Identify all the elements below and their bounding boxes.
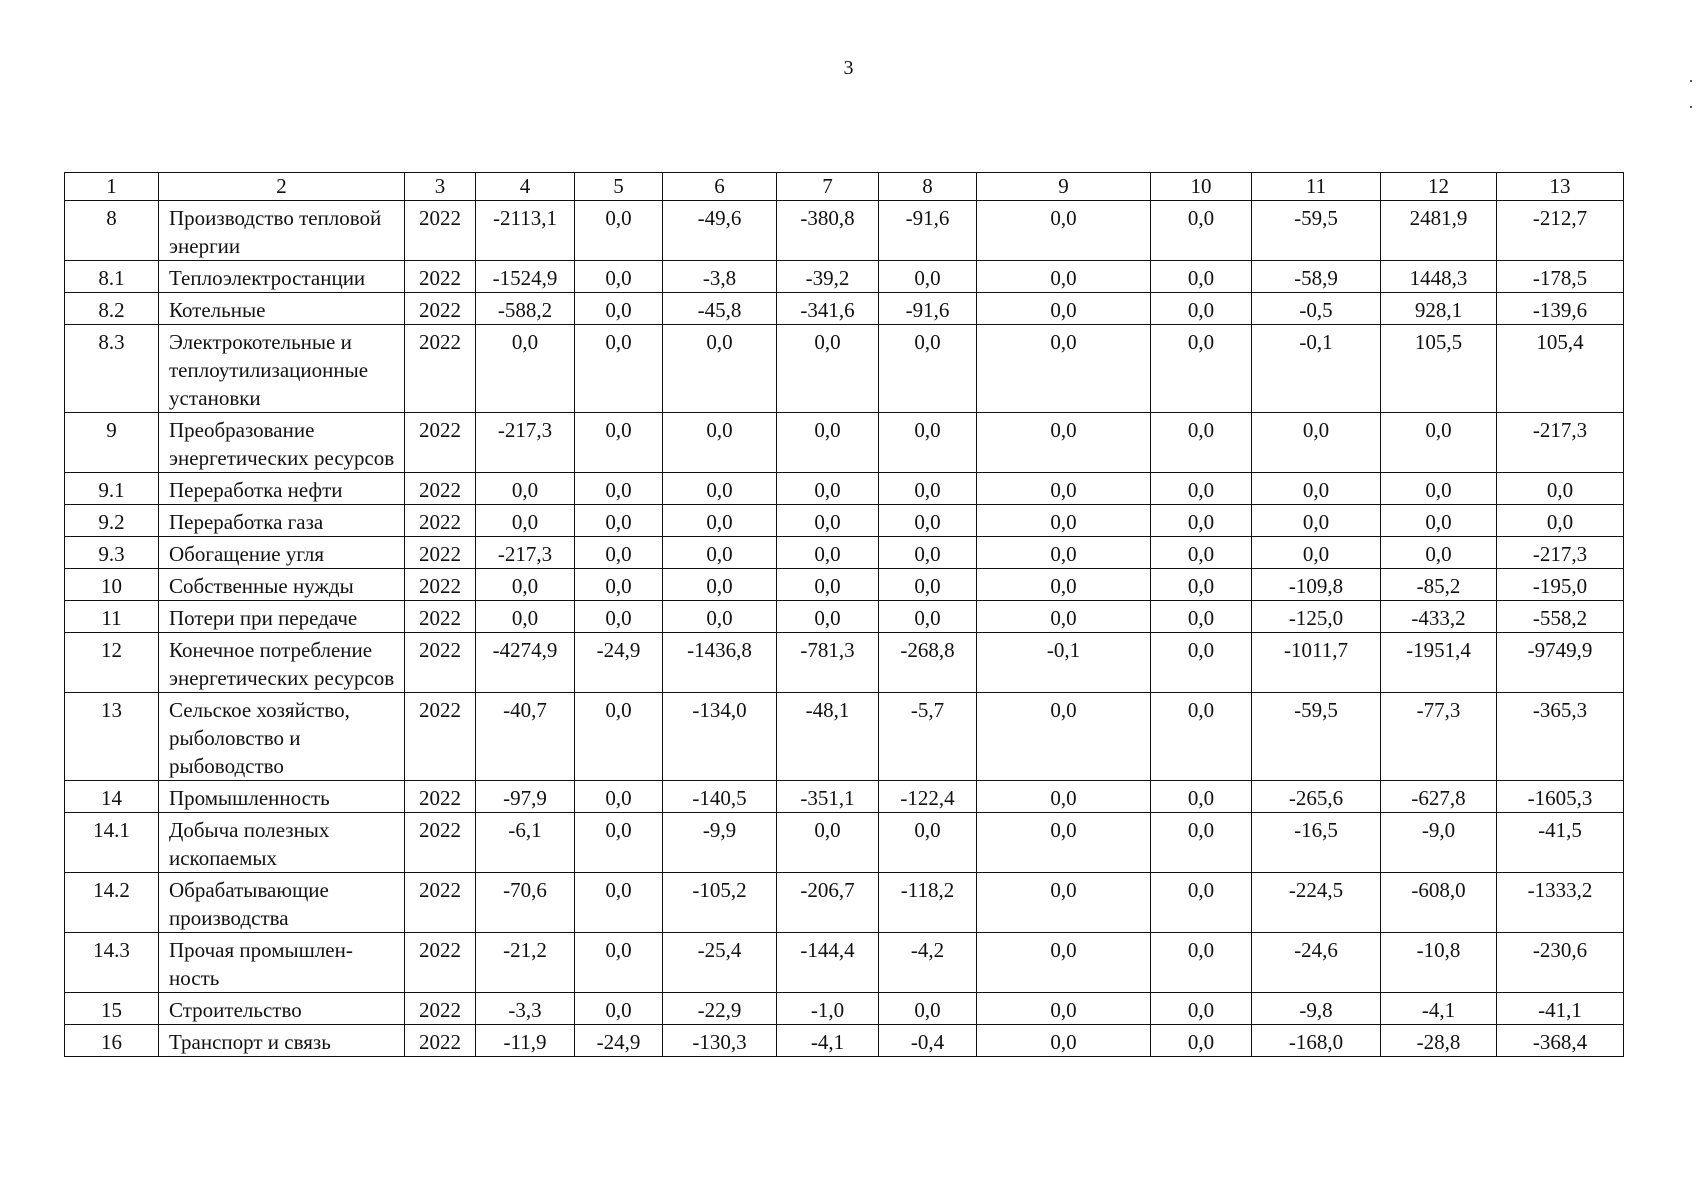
column-header: 4 xyxy=(476,173,575,201)
column-header: 13 xyxy=(1497,173,1624,201)
row-number-cell: 8.3 xyxy=(65,325,159,413)
value-cell: 0,0 xyxy=(977,201,1151,261)
year-cell: 2022 xyxy=(405,413,476,473)
value-cell: 0,0 xyxy=(977,781,1151,813)
row-number-cell: 8.1 xyxy=(65,261,159,293)
value-cell: 0,0 xyxy=(879,537,977,569)
value-cell: -25,4 xyxy=(663,933,777,993)
page-number: 3 xyxy=(843,57,854,79)
value-cell: -217,3 xyxy=(1497,537,1624,569)
value-cell: -0,5 xyxy=(1252,293,1381,325)
value-cell: 0,0 xyxy=(663,505,777,537)
value-cell: 0,0 xyxy=(663,537,777,569)
value-cell: -195,0 xyxy=(1497,569,1624,601)
column-header: 2 xyxy=(159,173,405,201)
table-row xyxy=(65,601,1624,633)
value-cell: -3,8 xyxy=(663,261,777,293)
value-cell: 0,0 xyxy=(663,569,777,601)
value-cell: -341,6 xyxy=(777,293,879,325)
value-cell: -5,7 xyxy=(879,693,977,781)
year-cell: 2022 xyxy=(405,693,476,781)
value-cell: -11,9 xyxy=(476,1025,575,1057)
value-cell: 0,0 xyxy=(1381,413,1497,473)
value-cell: -105,2 xyxy=(663,873,777,933)
value-cell: -4,2 xyxy=(879,933,977,993)
year-cell: 2022 xyxy=(405,473,476,505)
value-cell: -368,4 xyxy=(1497,1025,1624,1057)
table-row xyxy=(65,413,1624,473)
year-cell: 2022 xyxy=(405,569,476,601)
row-name-cell: Переработка газа xyxy=(159,505,405,537)
row-number-cell: 9.3 xyxy=(65,537,159,569)
year-cell: 2022 xyxy=(405,1025,476,1057)
value-cell: -3,3 xyxy=(476,993,575,1025)
value-cell: 928,1 xyxy=(1381,293,1497,325)
value-cell: 0,0 xyxy=(1151,505,1252,537)
row-name-cell: Теплоэлектростанции xyxy=(159,261,405,293)
value-cell: 0,0 xyxy=(777,813,879,873)
value-cell: 0,0 xyxy=(1151,693,1252,781)
value-cell: 0,0 xyxy=(1151,413,1252,473)
value-cell: 105,4 xyxy=(1497,325,1624,413)
value-cell: 0,0 xyxy=(879,261,977,293)
value-cell: -178,5 xyxy=(1497,261,1624,293)
column-header: 6 xyxy=(663,173,777,201)
value-cell: -97,9 xyxy=(476,781,575,813)
row-name-cell: Котельные xyxy=(159,293,405,325)
value-cell: 0,0 xyxy=(879,325,977,413)
column-header: 8 xyxy=(879,173,977,201)
row-number-cell: 14.2 xyxy=(65,873,159,933)
value-cell: -1011,7 xyxy=(1252,633,1381,693)
year-cell: 2022 xyxy=(405,261,476,293)
value-cell: 0,0 xyxy=(977,873,1151,933)
value-cell: 0,0 xyxy=(977,261,1151,293)
value-cell: -2113,1 xyxy=(476,201,575,261)
row-name-cell: Производство тепловой энергии xyxy=(159,201,405,261)
value-cell: -70,6 xyxy=(476,873,575,933)
value-cell: -6,1 xyxy=(476,813,575,873)
value-cell: 0,0 xyxy=(575,569,663,601)
value-cell: 0,0 xyxy=(575,993,663,1025)
row-name-cell: Конечное потребление энергетических ресурсов xyxy=(159,633,405,693)
year-cell: 2022 xyxy=(405,537,476,569)
table-row xyxy=(65,933,1624,993)
value-cell: -1951,4 xyxy=(1381,633,1497,693)
row-number-cell: 9 xyxy=(65,413,159,473)
value-cell: -45,8 xyxy=(663,293,777,325)
value-cell: 0,0 xyxy=(476,601,575,633)
value-cell: -4,1 xyxy=(777,1025,879,1057)
value-cell: 0,0 xyxy=(879,993,977,1025)
value-cell: 0,0 xyxy=(1151,873,1252,933)
year-cell: 2022 xyxy=(405,601,476,633)
value-cell: -144,4 xyxy=(777,933,879,993)
column-header: 10 xyxy=(1151,173,1252,201)
value-cell: 0,0 xyxy=(1151,601,1252,633)
value-cell: -28,8 xyxy=(1381,1025,1497,1057)
value-cell: 0,0 xyxy=(777,505,879,537)
value-cell: 0,0 xyxy=(575,933,663,993)
value-cell: -1605,3 xyxy=(1497,781,1624,813)
value-cell: -122,4 xyxy=(879,781,977,813)
value-cell: -217,3 xyxy=(1497,413,1624,473)
value-cell: -380,8 xyxy=(777,201,879,261)
value-cell: -4274,9 xyxy=(476,633,575,693)
year-cell: 2022 xyxy=(405,813,476,873)
value-cell: -48,1 xyxy=(777,693,879,781)
value-cell: 0,0 xyxy=(1151,813,1252,873)
value-cell: 0,0 xyxy=(1497,505,1624,537)
value-cell: 0,0 xyxy=(1151,633,1252,693)
value-cell: -41,1 xyxy=(1497,993,1624,1025)
value-cell: 0,0 xyxy=(879,569,977,601)
value-cell: -608,0 xyxy=(1381,873,1497,933)
column-header: 1 xyxy=(65,173,159,201)
table-row xyxy=(65,1025,1624,1057)
value-cell: 0,0 xyxy=(977,293,1151,325)
value-cell: 0,0 xyxy=(777,569,879,601)
value-cell: -10,8 xyxy=(1381,933,1497,993)
table-row xyxy=(65,873,1624,933)
table-row xyxy=(65,293,1624,325)
value-cell: -40,7 xyxy=(476,693,575,781)
row-number-cell: 14 xyxy=(65,781,159,813)
value-cell: 0,0 xyxy=(663,413,777,473)
value-cell: 0,0 xyxy=(575,413,663,473)
value-cell: 0,0 xyxy=(476,325,575,413)
value-cell: 2481,9 xyxy=(1381,201,1497,261)
value-cell: -9749,9 xyxy=(1497,633,1624,693)
value-cell: 0,0 xyxy=(977,537,1151,569)
value-cell: -39,2 xyxy=(777,261,879,293)
value-cell: 0,0 xyxy=(1151,473,1252,505)
row-name-cell: Прочая промышлен-ность xyxy=(159,933,405,993)
value-cell: 0,0 xyxy=(777,413,879,473)
value-cell: 0,0 xyxy=(575,537,663,569)
row-name-cell: Транспорт и связь xyxy=(159,1025,405,1057)
table-body xyxy=(65,201,1624,1057)
row-name-cell: Электрокотельные и теплоутилизационные установки xyxy=(159,325,405,413)
value-cell: -91,6 xyxy=(879,293,977,325)
row-name-cell: Обрабатывающие производства xyxy=(159,873,405,933)
value-cell: 0,0 xyxy=(977,505,1151,537)
row-number-cell: 14.3 xyxy=(65,933,159,993)
value-cell: 0,0 xyxy=(575,261,663,293)
row-name-cell: Строительство xyxy=(159,993,405,1025)
value-cell: 0,0 xyxy=(1151,537,1252,569)
value-cell: -16,5 xyxy=(1252,813,1381,873)
value-cell: -24,9 xyxy=(575,1025,663,1057)
row-number-cell: 9.2 xyxy=(65,505,159,537)
value-cell: 0,0 xyxy=(977,413,1151,473)
row-name-cell: Преобразование энергетических ресурсов xyxy=(159,413,405,473)
value-cell: -217,3 xyxy=(476,537,575,569)
row-name-cell: Сельское хозяйство, рыболовство и рыбоводство xyxy=(159,693,405,781)
row-number-cell: 8 xyxy=(65,201,159,261)
value-cell: -627,8 xyxy=(1381,781,1497,813)
value-cell: 0,0 xyxy=(476,569,575,601)
row-number-cell: 15 xyxy=(65,993,159,1025)
value-cell: -77,3 xyxy=(1381,693,1497,781)
row-number-cell: 13 xyxy=(65,693,159,781)
value-cell: -168,0 xyxy=(1252,1025,1381,1057)
table-row xyxy=(65,633,1624,693)
table-row xyxy=(65,473,1624,505)
value-cell: -41,5 xyxy=(1497,813,1624,873)
value-cell: 0,0 xyxy=(575,601,663,633)
value-cell: -24,9 xyxy=(575,633,663,693)
value-cell: 0,0 xyxy=(1252,537,1381,569)
value-cell: 0,0 xyxy=(1497,473,1624,505)
column-number-row xyxy=(65,173,1624,201)
value-cell: -206,7 xyxy=(777,873,879,933)
value-cell: -588,2 xyxy=(476,293,575,325)
column-header: 5 xyxy=(575,173,663,201)
value-cell: -130,3 xyxy=(663,1025,777,1057)
value-cell: 0,0 xyxy=(575,473,663,505)
row-number-cell: 8.2 xyxy=(65,293,159,325)
value-cell: 0,0 xyxy=(663,601,777,633)
value-cell: 0,0 xyxy=(575,873,663,933)
value-cell: 0,0 xyxy=(663,473,777,505)
value-cell: 0,0 xyxy=(879,813,977,873)
value-cell: -217,3 xyxy=(476,413,575,473)
value-cell: -9,8 xyxy=(1252,993,1381,1025)
value-cell: 0,0 xyxy=(879,601,977,633)
column-header: 7 xyxy=(777,173,879,201)
table-row xyxy=(65,569,1624,601)
row-name-cell: Промышленность xyxy=(159,781,405,813)
row-number-cell: 11 xyxy=(65,601,159,633)
table-row xyxy=(65,261,1624,293)
value-cell: -24,6 xyxy=(1252,933,1381,993)
row-number-cell: 12 xyxy=(65,633,159,693)
row-number-cell: 9.1 xyxy=(65,473,159,505)
value-cell: 0,0 xyxy=(977,933,1151,993)
year-cell: 2022 xyxy=(405,325,476,413)
row-name-cell: Добыча полезных ископаемых xyxy=(159,813,405,873)
row-number-cell: 10 xyxy=(65,569,159,601)
value-cell: 0,0 xyxy=(575,693,663,781)
value-cell: 0,0 xyxy=(575,201,663,261)
year-cell: 2022 xyxy=(405,933,476,993)
value-cell: 0,0 xyxy=(977,693,1151,781)
value-cell: -212,7 xyxy=(1497,201,1624,261)
value-cell: -4,1 xyxy=(1381,993,1497,1025)
year-cell: 2022 xyxy=(405,993,476,1025)
value-cell: -365,3 xyxy=(1497,693,1624,781)
value-cell: 0,0 xyxy=(977,601,1151,633)
table-row xyxy=(65,693,1624,781)
value-cell: 0,0 xyxy=(777,537,879,569)
year-cell: 2022 xyxy=(405,873,476,933)
value-cell: 0,0 xyxy=(1252,505,1381,537)
year-cell: 2022 xyxy=(405,505,476,537)
value-cell: -49,6 xyxy=(663,201,777,261)
row-name-cell: Переработка нефти xyxy=(159,473,405,505)
value-cell: -134,0 xyxy=(663,693,777,781)
year-cell: 2022 xyxy=(405,201,476,261)
value-cell: -1436,8 xyxy=(663,633,777,693)
column-header: 3 xyxy=(405,173,476,201)
value-cell: -558,2 xyxy=(1497,601,1624,633)
value-cell: -0,1 xyxy=(1252,325,1381,413)
row-name-cell: Потери при передаче xyxy=(159,601,405,633)
value-cell: 0,0 xyxy=(1151,781,1252,813)
value-cell: 0,0 xyxy=(476,505,575,537)
value-cell: -22,9 xyxy=(663,993,777,1025)
value-cell: -125,0 xyxy=(1252,601,1381,633)
row-name-cell: Собственные нужды xyxy=(159,569,405,601)
value-cell: 0,0 xyxy=(1151,325,1252,413)
column-header: 11 xyxy=(1252,173,1381,201)
value-cell: -351,1 xyxy=(777,781,879,813)
value-cell: 0,0 xyxy=(879,413,977,473)
value-cell: -9,9 xyxy=(663,813,777,873)
value-cell: -0,4 xyxy=(879,1025,977,1057)
value-cell: -91,6 xyxy=(879,201,977,261)
row-name-cell: Обогащение угля xyxy=(159,537,405,569)
value-cell: 0,0 xyxy=(977,1025,1151,1057)
value-cell: 0,0 xyxy=(777,325,879,413)
table-row xyxy=(65,993,1624,1025)
value-cell: -1333,2 xyxy=(1497,873,1624,933)
value-cell: -224,5 xyxy=(1252,873,1381,933)
value-cell: -9,0 xyxy=(1381,813,1497,873)
value-cell: 0,0 xyxy=(1381,473,1497,505)
value-cell: 0,0 xyxy=(977,813,1151,873)
year-cell: 2022 xyxy=(405,633,476,693)
table-row xyxy=(65,537,1624,569)
value-cell: -59,5 xyxy=(1252,693,1381,781)
value-cell: -139,6 xyxy=(1497,293,1624,325)
value-cell: 0,0 xyxy=(1381,505,1497,537)
value-cell: 0,0 xyxy=(777,473,879,505)
value-cell: 0,0 xyxy=(575,325,663,413)
value-cell: 0,0 xyxy=(575,293,663,325)
value-cell: -85,2 xyxy=(1381,569,1497,601)
value-cell: -118,2 xyxy=(879,873,977,933)
value-cell: 0,0 xyxy=(1381,537,1497,569)
value-cell: 0,0 xyxy=(1151,1025,1252,1057)
year-cell: 2022 xyxy=(405,781,476,813)
scan-mark xyxy=(1690,106,1692,108)
value-cell: 0,0 xyxy=(476,473,575,505)
value-cell: 105,5 xyxy=(1381,325,1497,413)
value-cell: -0,1 xyxy=(977,633,1151,693)
table-row xyxy=(65,325,1624,413)
energy-balance-table xyxy=(64,172,1624,1057)
value-cell: -59,5 xyxy=(1252,201,1381,261)
column-header: 12 xyxy=(1381,173,1497,201)
value-cell: 0,0 xyxy=(1151,569,1252,601)
value-cell: -140,5 xyxy=(663,781,777,813)
value-cell: 0,0 xyxy=(1252,473,1381,505)
value-cell: -1,0 xyxy=(777,993,879,1025)
table-row xyxy=(65,201,1624,261)
column-header: 9 xyxy=(977,173,1151,201)
year-cell: 2022 xyxy=(405,293,476,325)
value-cell: 0,0 xyxy=(575,781,663,813)
value-cell: 0,0 xyxy=(1151,261,1252,293)
value-cell: 1448,3 xyxy=(1381,261,1497,293)
value-cell: 0,0 xyxy=(1252,413,1381,473)
value-cell: 0,0 xyxy=(575,813,663,873)
table-row xyxy=(65,813,1624,873)
value-cell: -1524,9 xyxy=(476,261,575,293)
value-cell: 0,0 xyxy=(1151,293,1252,325)
value-cell: -58,9 xyxy=(1252,261,1381,293)
value-cell: -109,8 xyxy=(1252,569,1381,601)
value-cell: 0,0 xyxy=(1151,933,1252,993)
table-row xyxy=(65,781,1624,813)
value-cell: 0,0 xyxy=(777,601,879,633)
value-cell: 0,0 xyxy=(663,325,777,413)
value-cell: 0,0 xyxy=(977,473,1151,505)
value-cell: -781,3 xyxy=(777,633,879,693)
value-cell: 0,0 xyxy=(1151,201,1252,261)
value-cell: 0,0 xyxy=(575,505,663,537)
scan-mark xyxy=(1690,80,1692,82)
value-cell: 0,0 xyxy=(977,569,1151,601)
value-cell: 0,0 xyxy=(879,505,977,537)
value-cell: -230,6 xyxy=(1497,933,1624,993)
value-cell: -433,2 xyxy=(1381,601,1497,633)
value-cell: -268,8 xyxy=(879,633,977,693)
value-cell: 0,0 xyxy=(977,325,1151,413)
value-cell: -21,2 xyxy=(476,933,575,993)
value-cell: 0,0 xyxy=(977,993,1151,1025)
value-cell: 0,0 xyxy=(1151,993,1252,1025)
table-row xyxy=(65,505,1624,537)
value-cell: -265,6 xyxy=(1252,781,1381,813)
value-cell: 0,0 xyxy=(879,473,977,505)
row-number-cell: 14.1 xyxy=(65,813,159,873)
row-number-cell: 16 xyxy=(65,1025,159,1057)
